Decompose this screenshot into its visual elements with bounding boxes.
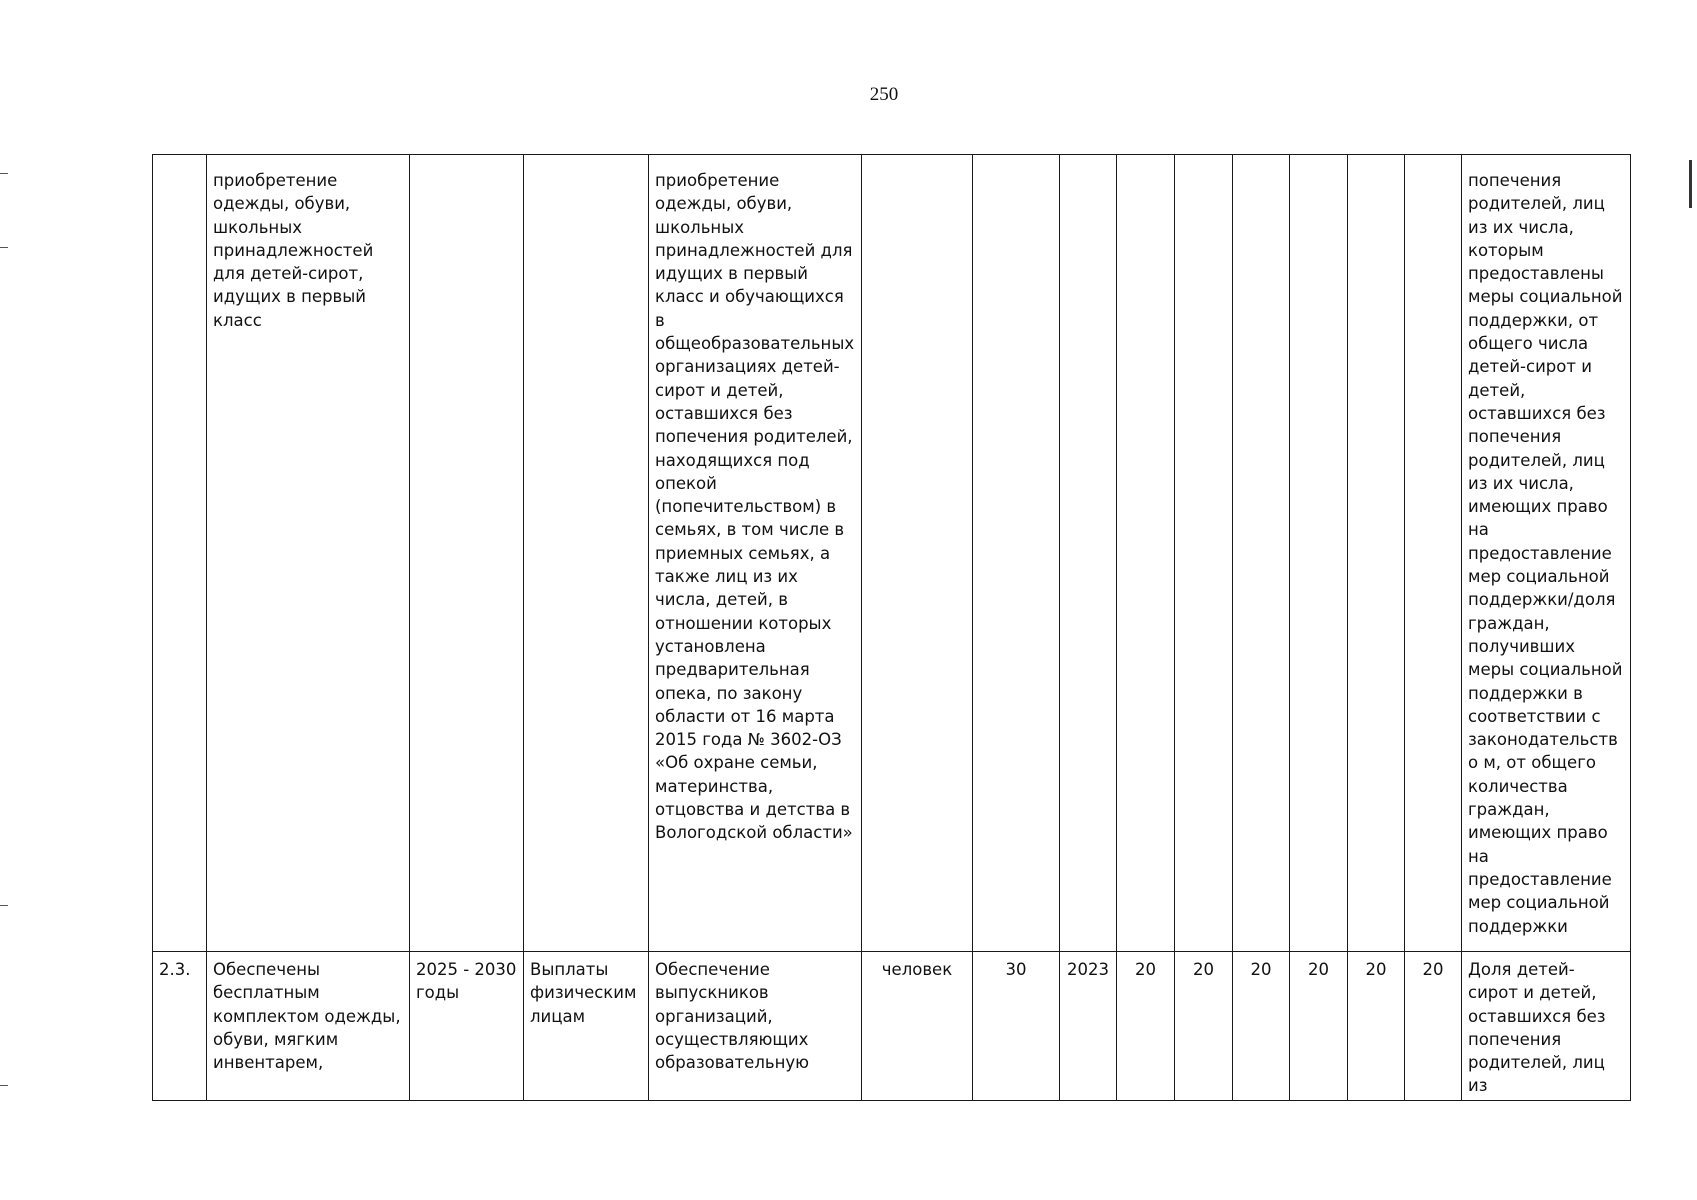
scan-edge-mark bbox=[0, 1085, 8, 1086]
table-row-continuation bbox=[153, 155, 1631, 952]
cell-year-value: 20 bbox=[1290, 952, 1348, 1101]
table-row-2-3 bbox=[153, 952, 1631, 1101]
cell-year-value bbox=[1175, 155, 1233, 952]
cell-number: 2.3. bbox=[153, 952, 207, 1101]
cell-year-value bbox=[1348, 155, 1405, 952]
cell-description: приобретение одежды, обуви, школьных принадлежностей для идущих в первый класс и обучающихся в общеобразовательных организациях детей-сирот и детей, оставшихся без попечения родителей, находящихся под опекой (попечительством) в семьях, в том числе в приемных семьях, а также лиц из их числа, детей, в отношении которых установлена предварительная опека, по закону области от 16 марта 2015 года № 3602-ОЗ «Об охране семьи, материнства, отцовства и детства в Вологодской области» bbox=[649, 155, 862, 952]
cell-description: Обеспечение выпускников организаций, осуществляющих образовательную bbox=[649, 952, 862, 1101]
cell-base-value bbox=[973, 155, 1060, 952]
cell-base-year bbox=[1060, 155, 1117, 952]
scan-edge-mark bbox=[1689, 160, 1692, 208]
page-number: 250 bbox=[869, 84, 899, 105]
cell-year-value bbox=[1290, 155, 1348, 952]
cell-period bbox=[410, 155, 524, 952]
cell-year-value: 20 bbox=[1405, 952, 1462, 1101]
cell-base-value: 30 bbox=[973, 952, 1060, 1101]
cell-result: приобретение одежды, обуви, школьных принадлежностей для детей-сирот, идущих в первый класс bbox=[207, 155, 410, 952]
cell-year-value bbox=[1405, 155, 1462, 952]
cell-year-value: 20 bbox=[1175, 952, 1233, 1101]
cell-base-year: 2023 bbox=[1060, 952, 1117, 1101]
cell-result: Обеспечены бесплатным комплектом одежды, обуви, мягким инвентарем, bbox=[207, 952, 410, 1101]
scan-edge-mark bbox=[0, 173, 8, 174]
cell-number bbox=[153, 155, 207, 952]
cell-year-value bbox=[1117, 155, 1175, 952]
cell-year-value: 20 bbox=[1348, 952, 1405, 1101]
cell-unit: человек bbox=[862, 952, 973, 1101]
scan-edge-mark bbox=[0, 905, 8, 906]
cell-indicator: попечения родителей, лиц из их числа, которым предоставлены меры социальной поддержки, от общего числа детей-сирот и детей, оставшихся без попечения родителей, лиц из их числа, имеющих право на предоставление мер социальной поддержки/доля граждан, получивших меры социальной поддержки в соответствии с законодательство м, от общего количества граждан, имеющих право на предоставление мер социальной поддержки bbox=[1462, 155, 1631, 952]
cell-period: 2025 - 2030 годы bbox=[410, 952, 524, 1101]
cell-indicator: Доля детей-сирот и детей, оставшихся без попечения родителей, лиц из bbox=[1462, 952, 1631, 1101]
cell-year-value: 20 bbox=[1233, 952, 1290, 1101]
cell-year-value bbox=[1233, 155, 1290, 952]
program-table bbox=[152, 154, 1631, 1101]
cell-type: Выплаты физическим лицам bbox=[524, 952, 649, 1101]
cell-unit bbox=[862, 155, 973, 952]
scan-edge-mark bbox=[0, 247, 8, 248]
cell-year-value: 20 bbox=[1117, 952, 1175, 1101]
cell-type bbox=[524, 155, 649, 952]
